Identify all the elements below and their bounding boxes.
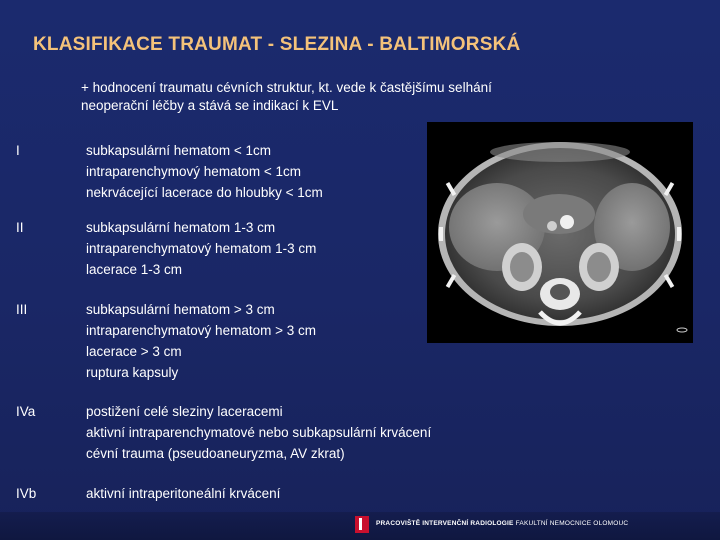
grade-criterion: postižení celé sleziny laceracemi	[86, 404, 283, 419]
institution-logo-icon	[355, 516, 369, 533]
grade-criterion: subkapsulární hematom < 1cm	[86, 143, 271, 158]
grade-criterion: lacerace > 3 cm	[86, 344, 182, 359]
grade-criterion: intraparenchymatový hematom 1-3 cm	[86, 241, 317, 256]
grade-criterion: lacerace 1-3 cm	[86, 262, 183, 277]
ct-scan-image	[427, 122, 693, 343]
footer-hospital: FAKULTNÍ NEMOCNICE OLOMOUC	[515, 520, 629, 527]
grade-label: II	[16, 220, 24, 235]
grade-criterion: intraparenchymatový hematom > 3 cm	[86, 323, 316, 338]
grade-criterion: subkapsulární hematom > 3 cm	[86, 302, 275, 317]
grade-criterion: cévní trauma (pseudoaneuryzma, AV zkrat)	[86, 446, 345, 461]
slide-title: KLASIFIKACE TRAUMAT - SLEZINA - BALTIMORSKÁ	[33, 34, 521, 55]
grade-label: IVa	[16, 404, 36, 419]
grade-criterion: nekrvácející lacerace do hloubky < 1cm	[86, 185, 323, 200]
grade-criterion: subkapsulární hematom 1-3 cm	[86, 220, 276, 235]
note-line-2: neoperační léčby a stává se indikací k EVL	[81, 98, 339, 113]
grade-criterion: aktivní intraparenchymatové nebo subkapsulární krvácení	[86, 425, 432, 440]
grade-label: III	[16, 302, 28, 317]
note-line-1: + hodnocení traumatu cévních struktur, kt. vede k častějšímu selhání	[81, 80, 492, 95]
ct-scan-graphic	[427, 122, 693, 343]
footer-credit	[376, 520, 628, 527]
grade-criterion: ruptura kapsuly	[86, 365, 179, 380]
footer-dept: PRACOVIŠTĚ INTERVENČNÍ RADIOLOGIE	[376, 520, 514, 527]
grade-criterion: aktivní intraperitoneální krvácení	[86, 486, 281, 501]
vascular-note	[81, 79, 641, 115]
grade-label: IVb	[16, 486, 37, 501]
grade-label: I	[16, 143, 20, 158]
grade-criterion: intraparenchymový hematom < 1cm	[86, 164, 301, 179]
